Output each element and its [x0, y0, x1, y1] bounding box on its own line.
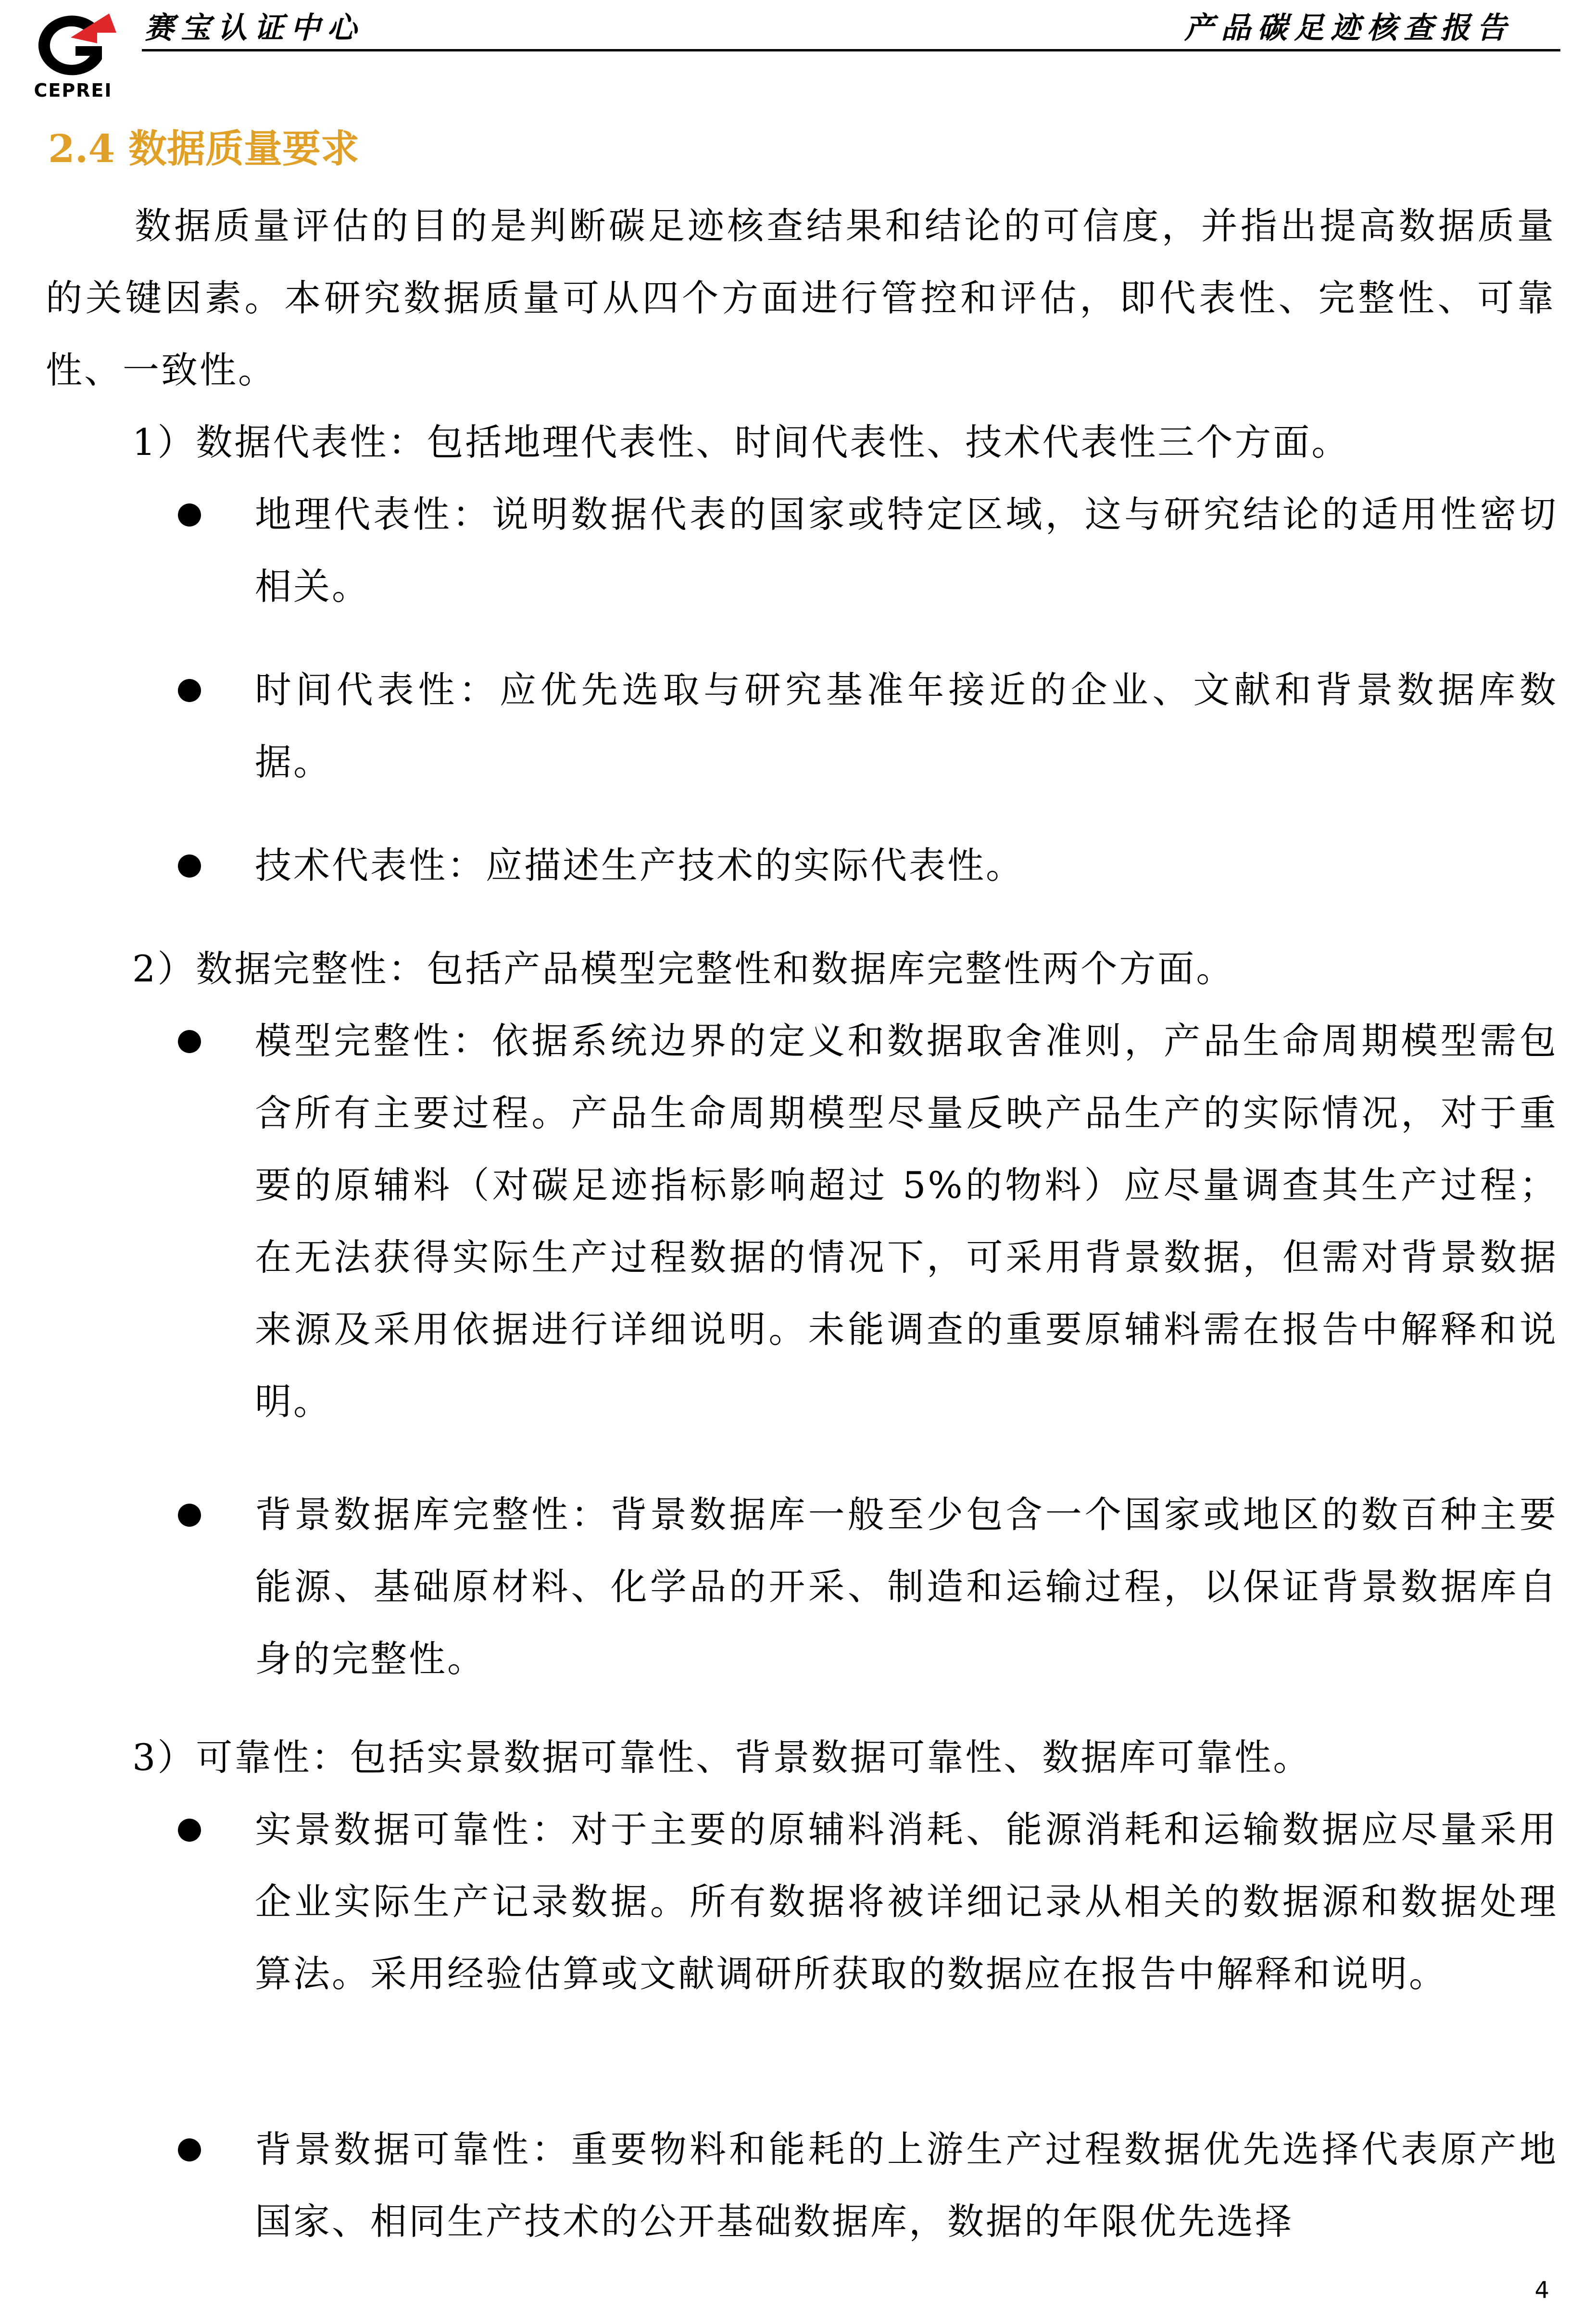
list-item	[178, 654, 1558, 798]
list-item	[178, 2113, 1558, 2258]
page-number: 4	[1534, 2277, 1549, 2304]
list-item	[178, 1005, 1558, 1438]
page-header	[0, 0, 1595, 103]
ceprei-logo	[25, 4, 126, 100]
bullet-icon	[178, 2138, 201, 2161]
list-item	[178, 1794, 1558, 2010]
ceprei-logo-mark-icon	[25, 4, 121, 81]
bullet-icon	[178, 1030, 201, 1053]
bullet-icon	[178, 1819, 201, 1842]
bullet-text: 背景数据可靠性：重要物料和能耗的上游生产过程数据优先选择代表原产地国家、相同生产技术的公开基础数据库，数据的年限优先选择	[255, 2128, 1558, 2243]
list-item	[178, 478, 1558, 623]
organization-name: 赛宝认证中心	[144, 10, 364, 45]
report-title: 产品碳足迹核查报告	[1184, 10, 1513, 45]
bullet-text: 实景数据可靠性：对于主要的原辅料消耗、能源消耗和运输数据应尽量采用企业实际生产记录数据。所有数据将被详细记录从相关的数据源和数据处理算法。采用经验估算或文献调研所获取的数据应在报告中解释和说明。	[255, 1808, 1558, 1995]
item-heading-representativeness: 1）数据代表性：包括地理代表性、时间代表性、技术代表性三个方面。	[132, 421, 1350, 464]
bullet-text: 技术代表性：应描述生产技术的实际代表性。	[255, 844, 1024, 887]
bullet-text: 时间代表性：应优先选取与研究基准年接近的企业、文献和背景数据库数据。	[255, 668, 1558, 783]
header-divider	[142, 49, 1560, 51]
bullet-icon	[178, 1504, 201, 1527]
bullet-icon	[178, 679, 201, 702]
list-item	[178, 1479, 1558, 1695]
item-heading-reliability: 3）可靠性：包括实景数据可靠性、背景数据可靠性、数据库可靠性。	[132, 1736, 1312, 1779]
bullet-icon	[178, 854, 201, 878]
intro-paragraph: 数据质量评估的目的是判断碳足迹核查结果和结论的可信度，并指出提高数据质量的关键因素。本研究数据质量可从四个方面进行管控和评估，即代表性、完整性、可靠性、一致性。	[46, 204, 1556, 391]
list-item	[178, 829, 1558, 902]
item-heading-completeness: 2）数据完整性：包括产品模型完整性和数据库完整性两个方面。	[132, 947, 1235, 990]
section-title: 2.4 数据质量要求	[48, 126, 360, 171]
bullet-text: 地理代表性：说明数据代表的国家或特定区域，这与研究结论的适用性密切相关。	[255, 493, 1558, 608]
logo-text: CEPREI	[34, 80, 113, 101]
bullet-text: 模型完整性：依据系统边界的定义和数据取舍准则，产品生命周期模型需包含所有主要过程。产品生命周期模型尽量反映产品生产的实际情况，对于重要的原辅料（对碳足迹指标影响超过 5%的物料）应尽量调查其生产过程；在无法获得实际生产过程数据的情况下，可采用背景数据，但需对背景数据来源及采用依据进行详细说明。未能调查的重要原辅料需在报告中解释和说明。	[255, 1019, 1558, 1423]
bullet-text: 背景数据库完整性：背景数据库一般至少包含一个国家或地区的数百种主要能源、基础原材料、化学品的开采、制造和运输过程，以保证背景数据库自身的完整性。	[255, 1493, 1558, 1680]
bullet-icon	[178, 503, 201, 527]
